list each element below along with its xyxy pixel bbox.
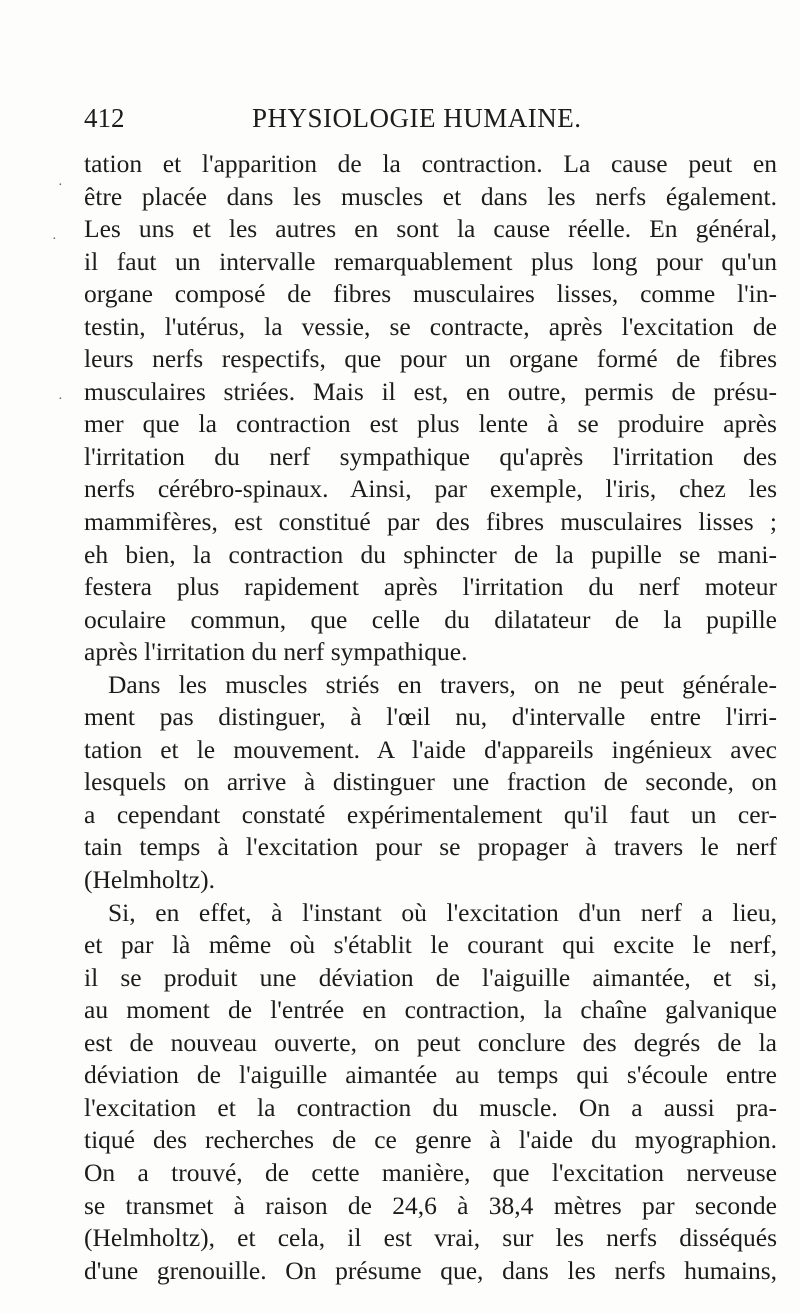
text-line: déviation de l'aiguille aimantée au temps qui s'écoule entre bbox=[84, 1060, 777, 1090]
text-line: il faut un intervalle remarquablement plus long pour qu'un bbox=[84, 246, 777, 276]
text-line: au moment de l'entrée en contraction, la chaîne galvanique bbox=[84, 995, 777, 1025]
text-line: se transmet à raison de 24,6 à 38,4 mètres par seconde bbox=[84, 1190, 777, 1220]
text-line: tain temps à l'excitation pour se propager à travers le nerf bbox=[84, 832, 777, 862]
text-line: tation et l'apparition de la contraction. La cause peut en bbox=[84, 149, 777, 178]
text-line: est de nouveau ouverte, on peut conclure des degrés de la bbox=[84, 1027, 777, 1057]
page-header bbox=[84, 103, 784, 137]
text-line: l'irritation du nerf sympathique qu'après l'irritation des bbox=[84, 441, 777, 471]
margin-speck: · bbox=[58, 392, 63, 407]
text-line: ment pas distinguer, à l'œil nu, d'intervalle entre l'irri- bbox=[84, 702, 777, 732]
text-line: lesquels on arrive à distinguer une fraction de seconde, on bbox=[84, 767, 777, 797]
text-line: être placée dans les muscles et dans les nerfs également. bbox=[84, 181, 777, 211]
text-line: l'excitation et la contraction du muscle. On a aussi pra- bbox=[84, 1092, 777, 1122]
text-line: eh bien, la contraction du sphincter de la pupille se mani- bbox=[84, 539, 777, 569]
text-line: et par là même où s'établit le courant qui excite le nerf, bbox=[84, 930, 777, 960]
text-line: mammifères, est constitué par des fibres musculaires lisses ; bbox=[84, 507, 777, 537]
text-line: tation et le mouvement. A l'aide d'appareils ingénieux avec bbox=[84, 734, 777, 764]
text-line: nerfs cérébro-spinaux. Ainsi, par exemple, l'iris, chez les bbox=[84, 474, 777, 504]
body-text bbox=[84, 148, 777, 1287]
text-line: Si, en effet, à l'instant où l'excitation d'un nerf a lieu, bbox=[108, 897, 777, 927]
text-line: il se produit une déviation de l'aiguille aimantée, et si, bbox=[84, 962, 777, 992]
text-line: d'une grenouille. On présume que, dans les nerfs humains, bbox=[84, 1255, 777, 1285]
text-line: tiqué des recherches de ce genre à l'aide du myographion. bbox=[84, 1125, 777, 1155]
text-line: a cependant constaté expérimentalement qu'il faut un cer- bbox=[84, 799, 777, 829]
text-line: festera plus rapidement après l'irritation du nerf moteur bbox=[84, 572, 777, 602]
page-number: 412 bbox=[84, 103, 125, 133]
text-line: musculaires striées. Mais il est, en outre, permis de présu- bbox=[84, 376, 777, 406]
text-line: Les uns et les autres en sont la cause réelle. En général, bbox=[84, 214, 777, 244]
running-head: PHYSIOLOGIE HUMAINE. bbox=[252, 103, 582, 133]
text-line: organe composé de fibres musculaires lisses, comme l'in- bbox=[84, 279, 777, 309]
margin-speck: · bbox=[52, 232, 57, 247]
text-line: oculaire commun, que celle du dilatateur de la pupille bbox=[84, 604, 777, 634]
text-line: On a trouvé, de cette manière, que l'excitation nerveuse bbox=[84, 1157, 777, 1187]
text-line: testin, l'utérus, la vessie, se contracte, après l'excitation de bbox=[84, 311, 777, 341]
paragraph-end-line: (Helmholtz). bbox=[84, 865, 215, 895]
margin-speck: · bbox=[58, 178, 63, 193]
paragraph-end-line: après l'irritation du nerf sympathique. bbox=[84, 637, 468, 667]
text-line: Dans les muscles striés en travers, on ne peut générale- bbox=[108, 669, 777, 699]
text-line: (Helmholtz), et cela, il est vrai, sur les nerfs disséqués bbox=[84, 1223, 777, 1253]
text-line: leurs nerfs respectifs, que pour un organe formé de fibres bbox=[84, 344, 777, 374]
text-line: mer que la contraction est plus lente à se produire après bbox=[84, 409, 777, 439]
